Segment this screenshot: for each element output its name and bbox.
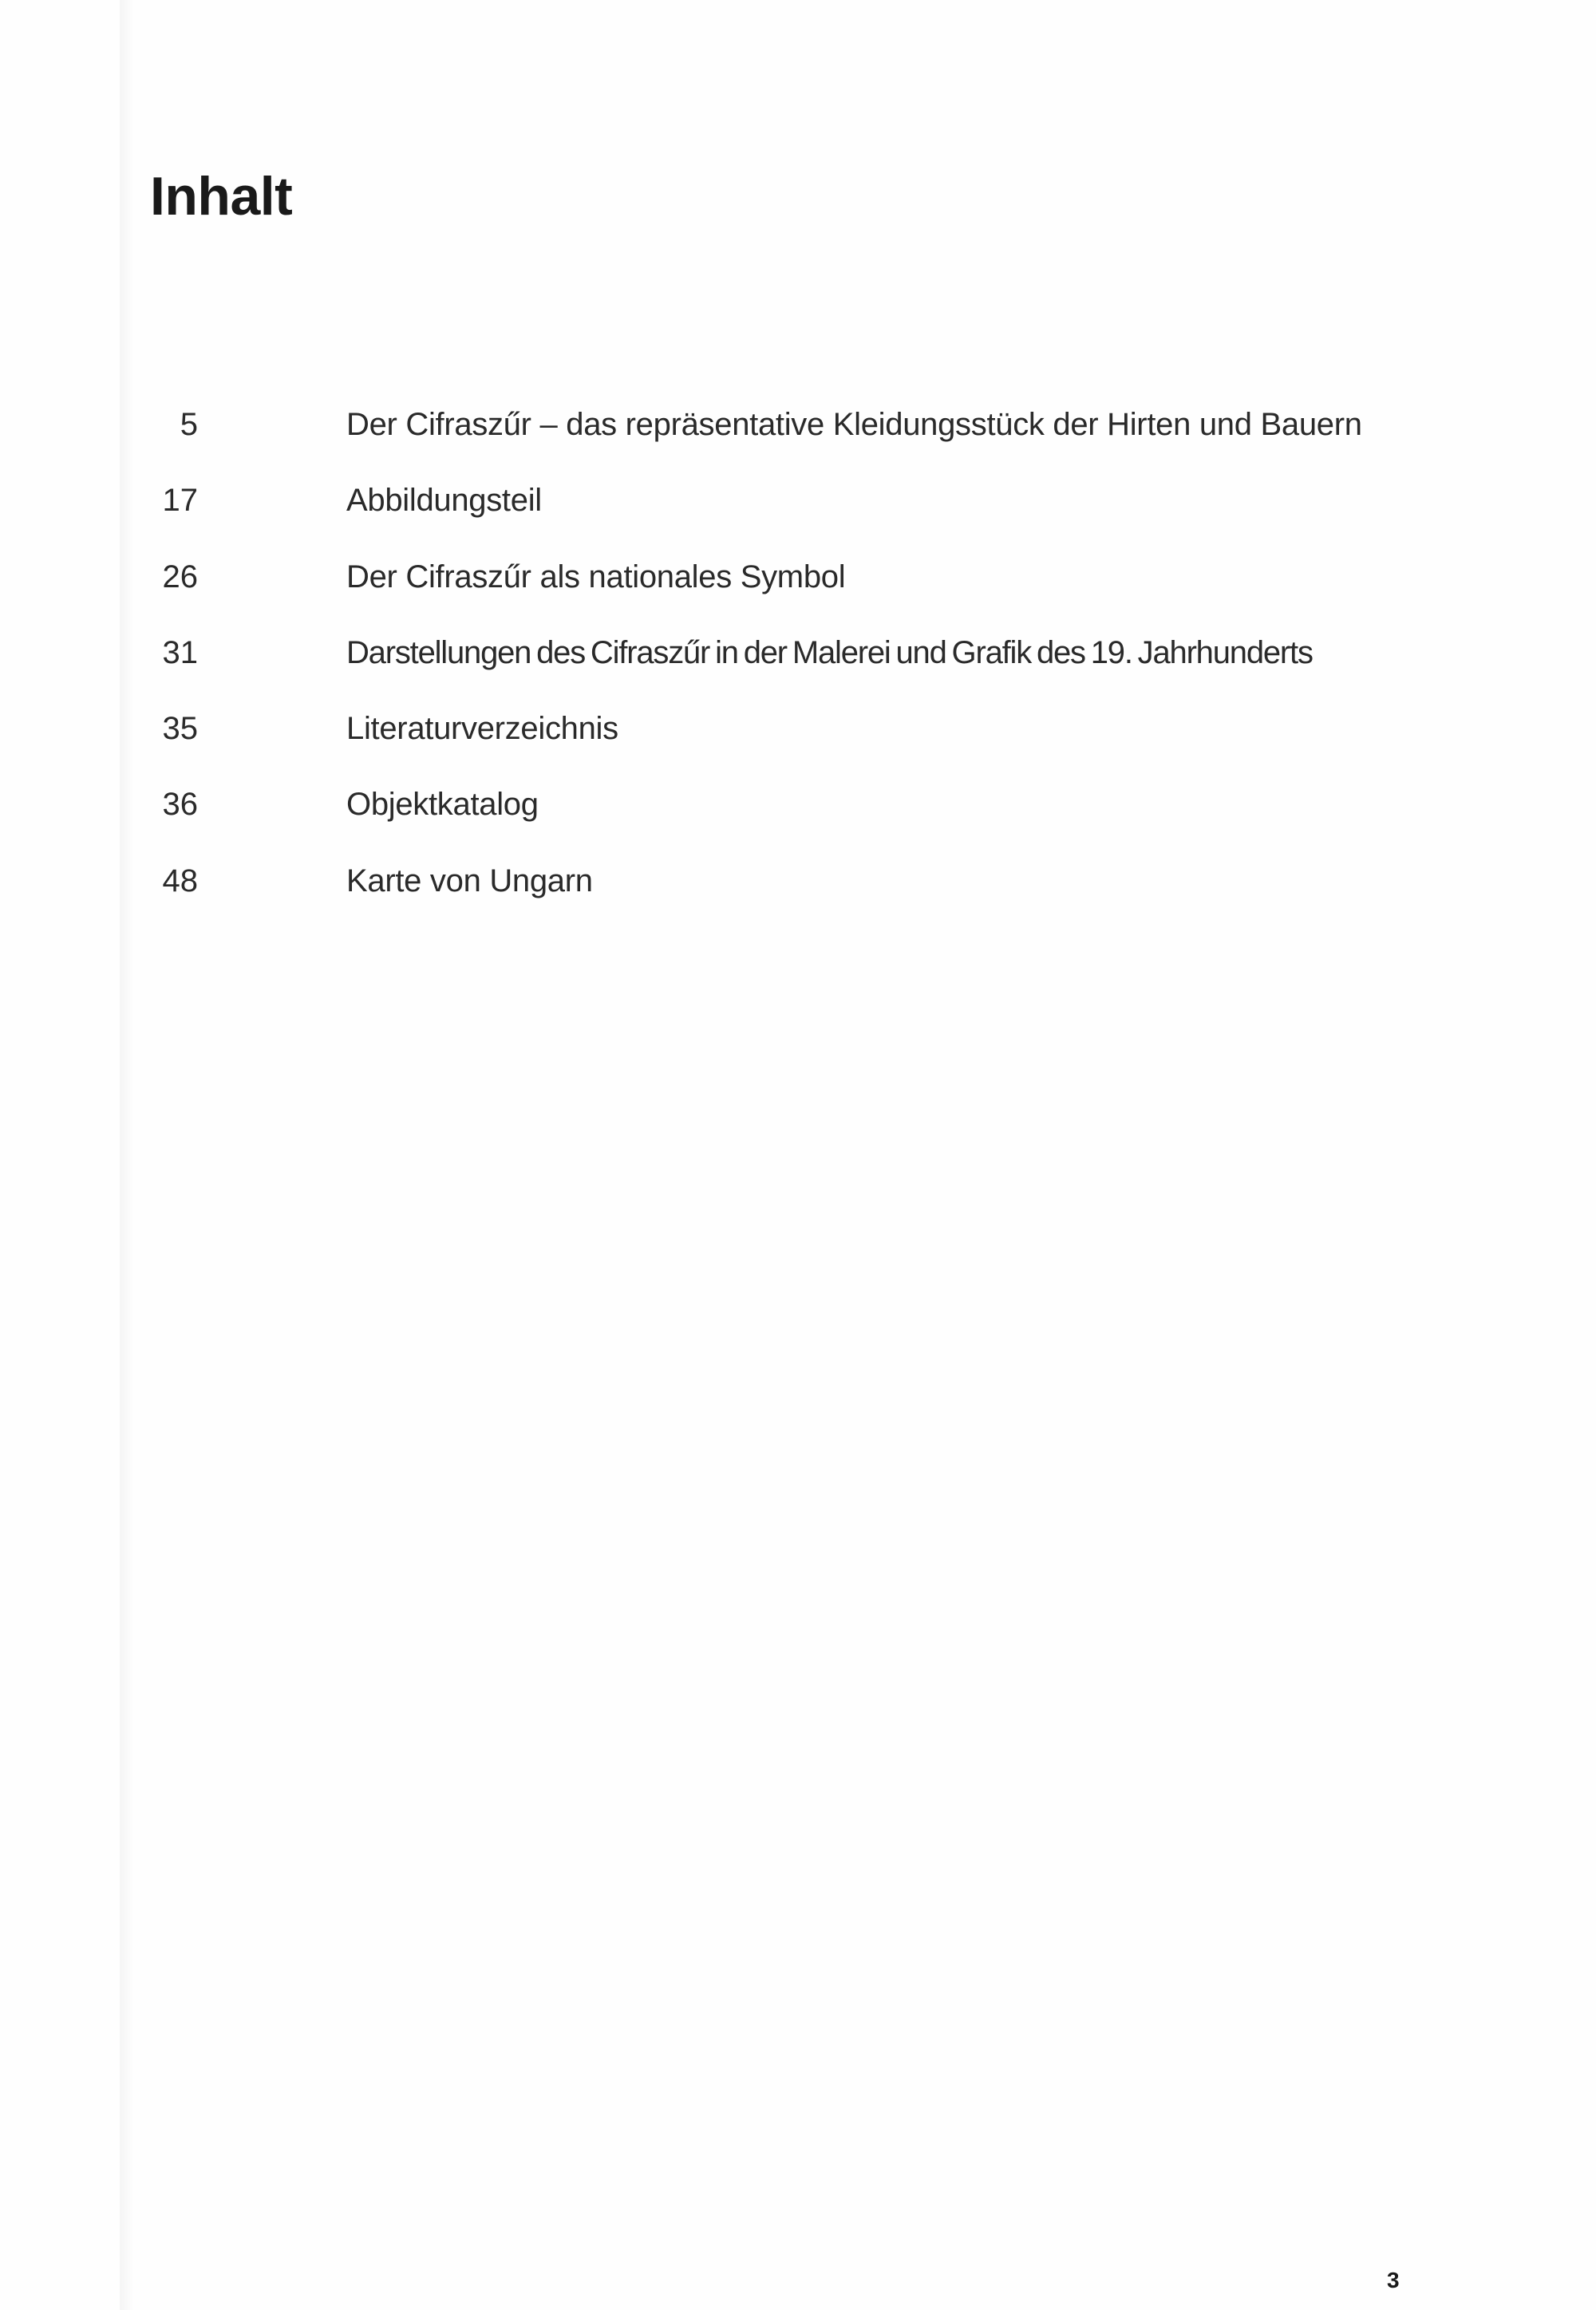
toc-entry — [0, 629, 1596, 705]
toc-page-number: 36 — [162, 787, 198, 823]
toc-page-number: 35 — [162, 711, 198, 747]
toc-entry-title: Karte von Ungarn — [346, 863, 593, 898]
toc-entry-title: Objektkatalog — [346, 787, 539, 823]
toc-page-number: 17 — [162, 483, 198, 519]
toc-page-number: 5 — [180, 407, 198, 442]
toc-entry — [0, 476, 1596, 552]
table-of-contents — [0, 401, 1596, 933]
toc-page-number: 26 — [162, 559, 198, 594]
toc-entry — [0, 780, 1596, 856]
page-title: Inhalt — [150, 166, 293, 227]
toc-entry — [0, 705, 1596, 780]
toc-entry — [0, 401, 1596, 476]
toc-page-number: 48 — [162, 863, 198, 898]
toc-entry — [0, 553, 1596, 629]
toc-entry-title: Abbildungsteil — [346, 483, 542, 519]
toc-entry-title: Literaturverzeichnis — [346, 711, 618, 747]
toc-entry-title: Der Cifraszűr als nationales Symbol — [346, 559, 846, 594]
toc-entry-title: Der Cifraszűr – das repräsentative Kleidungsstück der Hirten und Bauern — [346, 407, 1362, 442]
page-number: 3 — [1387, 2268, 1400, 2292]
gutter-shadow — [120, 0, 134, 2310]
toc-entry — [0, 857, 1596, 933]
toc-page-number: 31 — [162, 634, 198, 670]
toc-entry-title: Darstellungen des Cifraszűr in der Malerei und Grafik des 19. Jahrhunderts — [346, 634, 1313, 670]
